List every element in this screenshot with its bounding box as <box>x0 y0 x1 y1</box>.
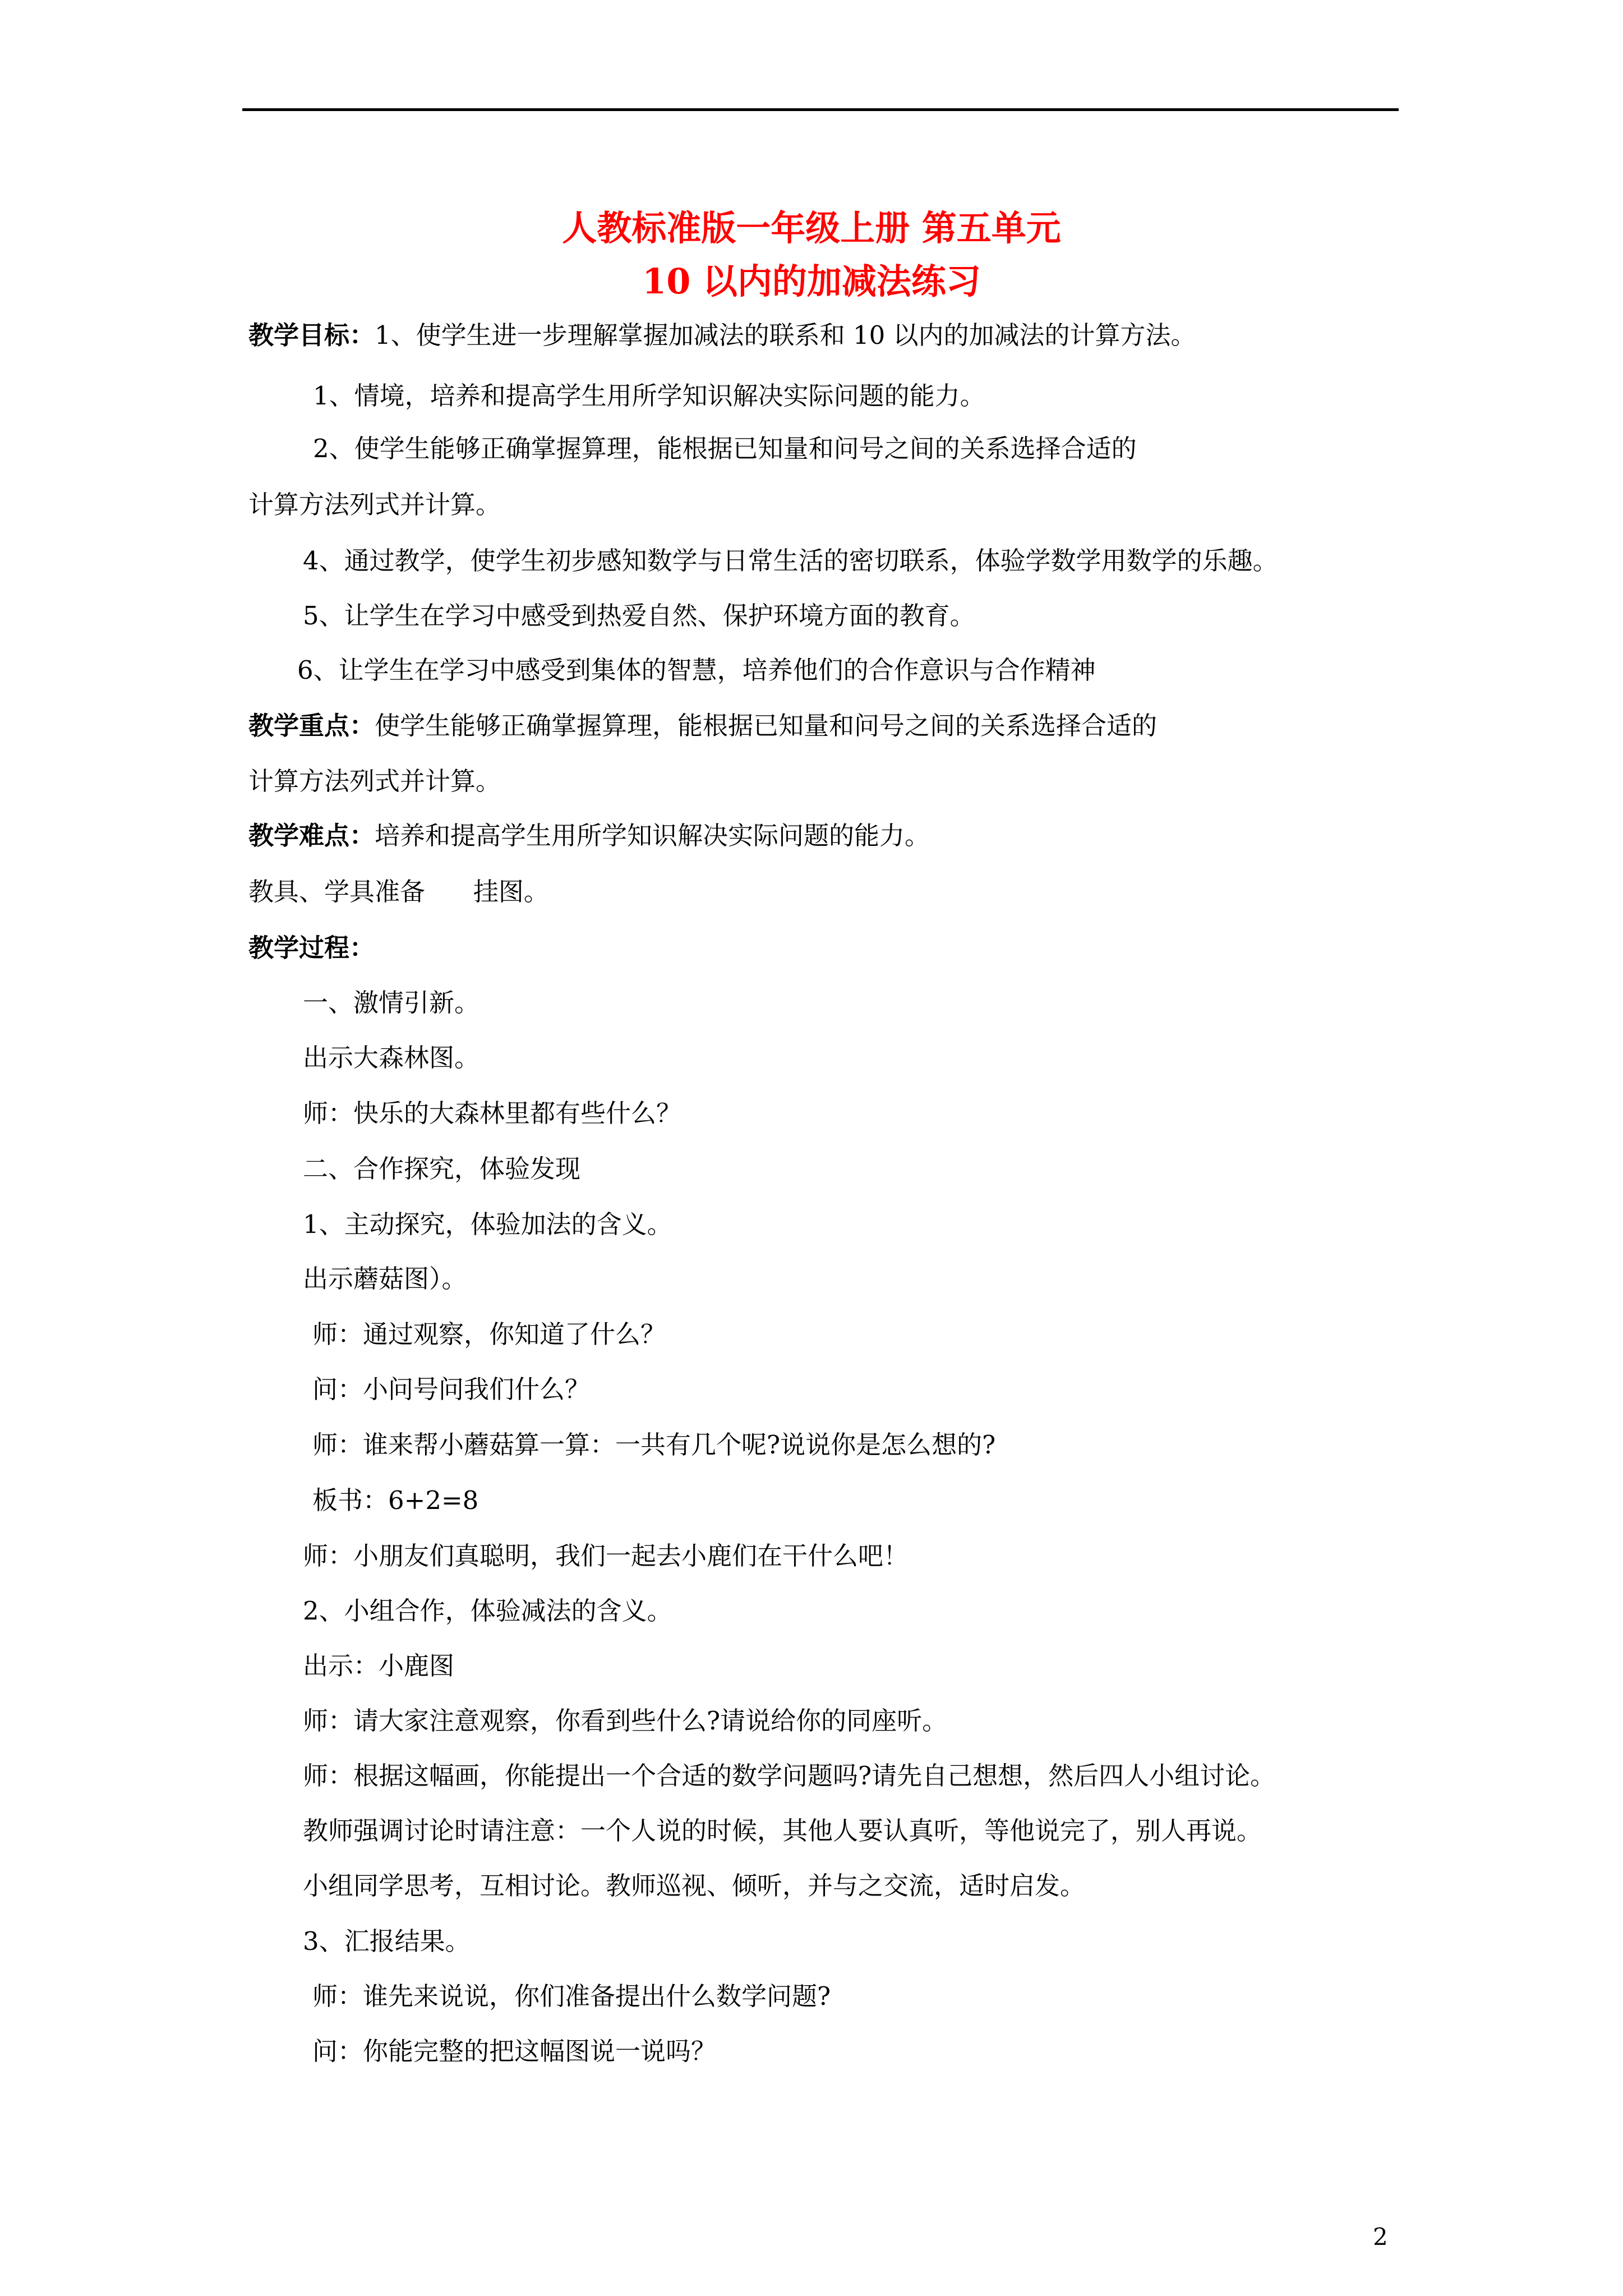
objectives-label: 教学目标： <box>248 320 375 350</box>
process-line: 二、合作探究，体验发现 <box>303 1154 581 1184</box>
process-line: 师：谁先来说说，你们准备提出什么数学问题? <box>312 1981 831 2011</box>
objective-item: 6、让学生在学习中感受到集体的智慧，培养他们的合作意识与合作精神 <box>297 655 1096 685</box>
process-label: 教学过程： <box>248 933 375 963</box>
process-line: 3、汇报结果。 <box>303 1926 471 1956</box>
document-subtitle: 10 以内的加减法练习 <box>642 261 981 302</box>
objective-item-continuation: 计算方法列式并计算。 <box>248 490 501 519</box>
key-point-text: 使学生能够正确掌握算理，能根据已知量和问号之间的关系选择合适的 <box>375 711 1158 740</box>
process-line: 问：你能完整的把这幅图说一说吗？ <box>312 2036 717 2066</box>
process-line: 师：请大家注意观察，你看到些什么?请说给你的同座听。 <box>303 1706 948 1736</box>
process-line: 问：小问号问我们什么？ <box>312 1374 591 1404</box>
process-line: 师：通过观察，你知道了什么？ <box>312 1319 666 1349</box>
page-number: 2 <box>1373 2223 1388 2251</box>
process-line: 师：小朋友们真聪明，我们一起去小鹿们在干什么吧！ <box>303 1541 909 1571</box>
objectives-line <box>248 319 1196 352</box>
process-line: 板书：6+2=8 <box>312 1485 479 1515</box>
key-point-continuation: 计算方法列式并计算。 <box>248 766 501 796</box>
difficulty-text: 培养和提高学生用所学知识解决实际问题的能力。 <box>375 821 930 850</box>
tools-line: 教具、学具准备 挂图。 <box>248 877 549 907</box>
process-line: 出示蘑菇图）。 <box>303 1264 467 1294</box>
process-line: 师：快乐的大森林里都有些什么？ <box>303 1098 682 1128</box>
key-point-line <box>248 709 1157 743</box>
objective-item: 1、情境，培养和提高学生用所学知识解决实际问题的能力。 <box>313 381 985 411</box>
process-line: 一、激情引新。 <box>303 988 480 1018</box>
objective-item: 2、使学生能够正确掌握算理，能根据已知量和问号之间的关系选择合适的 <box>313 434 1137 463</box>
process-line: 出示大森林图。 <box>303 1043 480 1073</box>
process-line: 出示：小鹿图 <box>303 1651 455 1681</box>
process-line: 教师强调讨论时请注意：一个人说的时候，其他人要认真听，等他说完了，别人再说。 <box>303 1816 1262 1846</box>
process-line: 小组同学思考，互相讨论。教师巡视、倾听，并与之交流，适时启发。 <box>303 1871 1086 1901</box>
header-rule <box>242 108 1399 111</box>
difficulty-line <box>248 819 930 853</box>
document-title: 人教标准版一年级上册 第五单元 <box>562 208 1061 249</box>
key-point-label: 教学重点： <box>248 711 375 740</box>
objective-item: 4、通过教学，使学生初步感知数学与日常生活的密切联系，体验学数学用数学的乐趣。 <box>303 546 1278 576</box>
process-line: 1、主动探究，体验加法的含义。 <box>303 1209 672 1239</box>
objective-item: 5、让学生在学习中感受到热爱自然、保护环境方面的教育。 <box>303 601 975 631</box>
difficulty-label: 教学难点： <box>248 821 375 850</box>
objectives-text: 1、使学生进一步理解掌握加减法的联系和 10 以内的加减法的计算方法。 <box>375 320 1196 350</box>
process-line: 师：谁来帮小蘑菇算一算：一共有几个呢?说说你是怎么想的? <box>312 1430 996 1460</box>
process-line: 2、小组合作，体验减法的含义。 <box>303 1596 672 1626</box>
process-line: 师：根据这幅画，你能提出一个合适的数学问题吗?请先自己想想，然后四人小组讨论。 <box>303 1761 1276 1791</box>
